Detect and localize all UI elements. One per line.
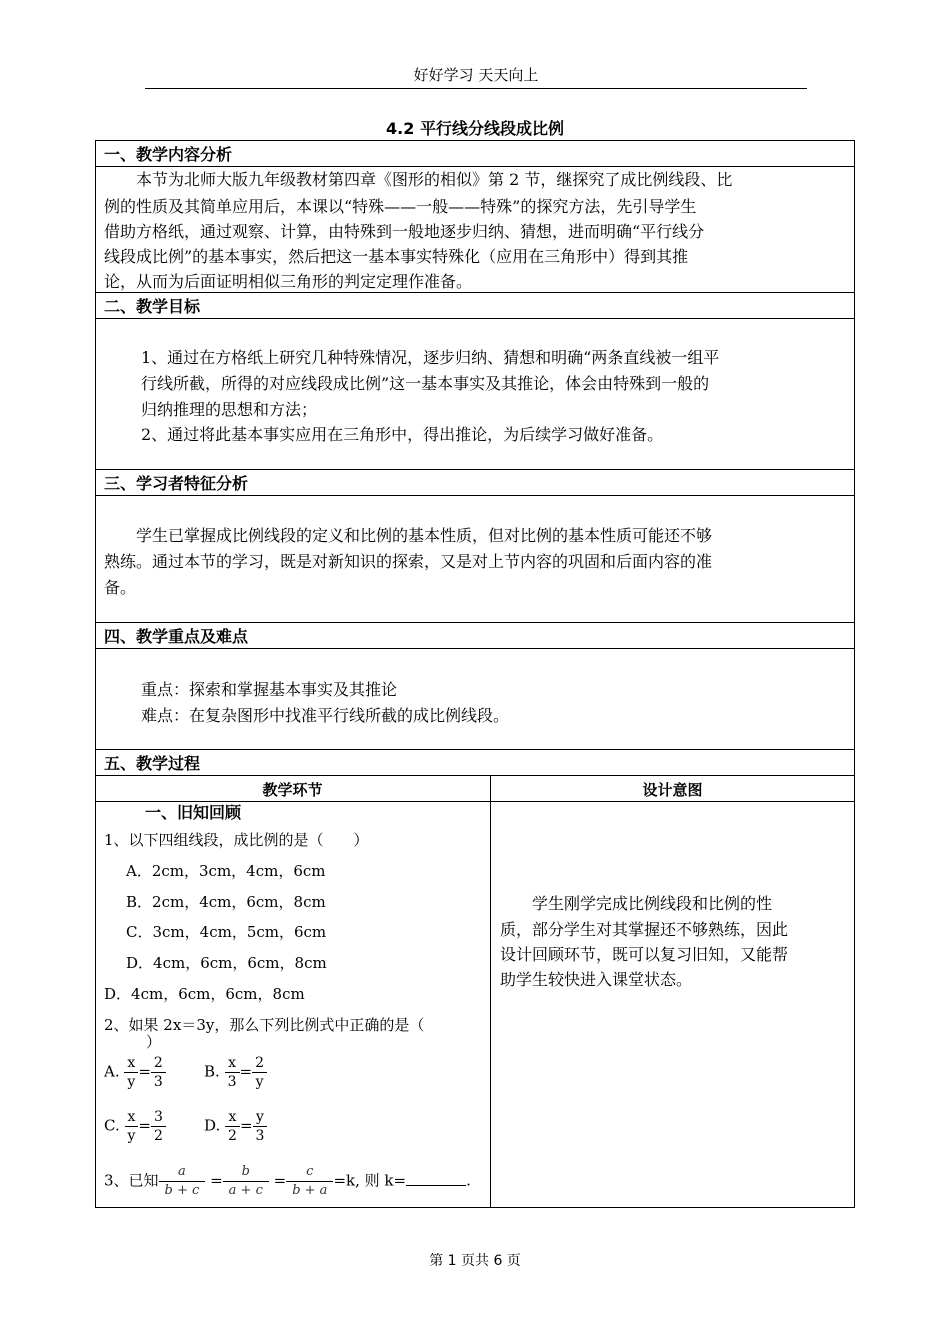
- section-heading-content-analysis: 一、教学内容分析: [104, 145, 233, 164]
- lesson-plan-table: [95, 140, 855, 1208]
- section-heading-objectives: 二、教学目标: [104, 297, 201, 316]
- key-point-line: 重点：探索和掌握基本事实及其推论: [141, 680, 398, 699]
- question-1-option-b: B．2cm，4cm，6cm，8cm: [126, 893, 326, 911]
- objective-line: 行线所截，所得的对应线段成比例”这一基本事实及其推论，体会由特殊到一般的: [141, 374, 710, 393]
- learner-analysis-line: 备。: [104, 578, 137, 597]
- answer-blank: [406, 1171, 466, 1186]
- divider: [95, 648, 855, 649]
- section-heading-learner-analysis: 三、学习者特征分析: [104, 474, 249, 493]
- question-1-option-c: C．3cm，4cm，5cm，6cm: [126, 923, 327, 941]
- fraction: $\frac{a}{b + c}$: [159, 1163, 206, 1200]
- fraction: $\frac{b}{a + c}$: [223, 1163, 269, 1200]
- document-title: 4.2 平行线分线段成比例: [386, 119, 564, 138]
- fraction: $\frac{2}{3}$: [151, 1054, 166, 1091]
- design-intent-line: 助学生较快进入课堂状态。: [500, 970, 693, 989]
- question-1-extra-line: D．4cm，6cm，6cm，8cm: [104, 985, 305, 1003]
- design-intent-line: 质，部分学生对其掌握还不够熟练，因此: [500, 920, 789, 939]
- learner-analysis-line: 熟练。通过本节的学习，既是对新知识的探索，又是对上节内容的巩固和后面内容的准: [104, 552, 713, 571]
- page-footer: 第 1 页共 6 页: [429, 1253, 521, 1269]
- divider: [95, 622, 855, 623]
- content-analysis-line: 本节为北师大版九年级教材第四章《图形的相似》第 2 节，继探究了成比例线段、比: [136, 170, 733, 189]
- learner-analysis-line: 学生已掌握成比例线段的定义和比例的基本性质，但对比例的基本性质可能还不够: [136, 526, 713, 545]
- fraction: $\frac{x}{y}$: [125, 1108, 139, 1145]
- column-header-design-intent: 设计意图: [642, 781, 703, 799]
- difficult-point-line: 难点：在复杂图形中找准平行线所截的成比例线段。: [141, 706, 510, 725]
- section-heading-process: 五、教学过程: [104, 754, 201, 773]
- page-header: 好好学习 天天向上: [145, 62, 807, 89]
- question-2-option-a: A. $\frac{x}{y}$ = $\frac{2}{3}$: [104, 1054, 166, 1091]
- fraction: $\frac{2}{y}$: [252, 1054, 267, 1091]
- column-divider: [490, 775, 491, 1208]
- column-header-teaching-step: 教学环节: [262, 781, 323, 799]
- question-2-stem-close: ）: [146, 1033, 162, 1051]
- fraction: $\frac{3}{2}$: [151, 1108, 166, 1145]
- divider: [95, 469, 855, 470]
- content-analysis-line: 论，从而为后面证明相似三角形的判定定理作准备。: [104, 272, 473, 291]
- fraction: $\frac{y}{3}$: [253, 1108, 268, 1145]
- divider: [95, 495, 855, 496]
- objective-line: 归纳推理的思想和方法；: [141, 400, 318, 419]
- section-heading-key-points: 四、教学重点及难点: [104, 627, 249, 646]
- divider: [95, 749, 855, 750]
- content-analysis-line: 线段成比例”的基本事实，然后把这一基本事实特殊化（应用在三角形中）得到其推: [104, 247, 689, 266]
- fraction: $\frac{x}{3}$: [225, 1054, 240, 1091]
- question-1-option-a: A．2cm，3cm，4cm，6cm: [126, 862, 326, 880]
- question-2-option-b: B. $\frac{x}{3}$ = $\frac{2}{y}$: [204, 1054, 267, 1091]
- content-analysis-line: 借助方格纸，通过观察、计算，由特殊到一般地逐步归纳、猜想，进而明确“平行线分: [104, 222, 705, 241]
- question-2-stem: 2、如果 2x＝3y，那么下列比例式中正确的是（: [104, 1016, 425, 1034]
- fraction: $\frac{x}{y}$: [124, 1054, 138, 1091]
- divider: [95, 775, 855, 776]
- question-2-option-d: D. $\frac{x}{2}$ = $\frac{y}{3}$: [204, 1108, 267, 1145]
- objective-line: 2、通过将此基本事实应用在三角形中，得出推论，为后续学习做好准备。: [141, 425, 664, 444]
- content-analysis-line: 例的性质及其简单应用后，本课以“特殊——一般——特殊”的探究方法，先引导学生: [104, 197, 697, 216]
- divider: [95, 318, 855, 319]
- question-1-stem: 1、以下四组线段，成比例的是（ ）: [104, 831, 369, 849]
- fraction: $\frac{x}{2}$: [225, 1108, 240, 1145]
- fraction: $\frac{c}{b + a}$: [286, 1163, 333, 1200]
- design-intent-line: 学生刚学完成比例线段和比例的性: [532, 894, 773, 913]
- design-intent-line: 设计回顾环节，既可以复习旧知，又能帮: [500, 945, 789, 964]
- question-3: 3、已知 $\frac{a}{b + c}$ = $\frac{b}{a + c}$ = $\frac{c}{b + a}$ =k, 则 k= .: [104, 1164, 471, 1198]
- question-2-option-c: C. $\frac{x}{y}$ = $\frac{3}{2}$: [104, 1108, 166, 1145]
- subsection-review: 一、旧知回顾: [145, 803, 242, 822]
- question-1-option-d: D．4cm，6cm，6cm，8cm: [126, 954, 327, 972]
- objective-line: 1、通过在方格纸上研究几种特殊情况，逐步归纳、猜想和明确“两条直线被一组平: [141, 348, 720, 367]
